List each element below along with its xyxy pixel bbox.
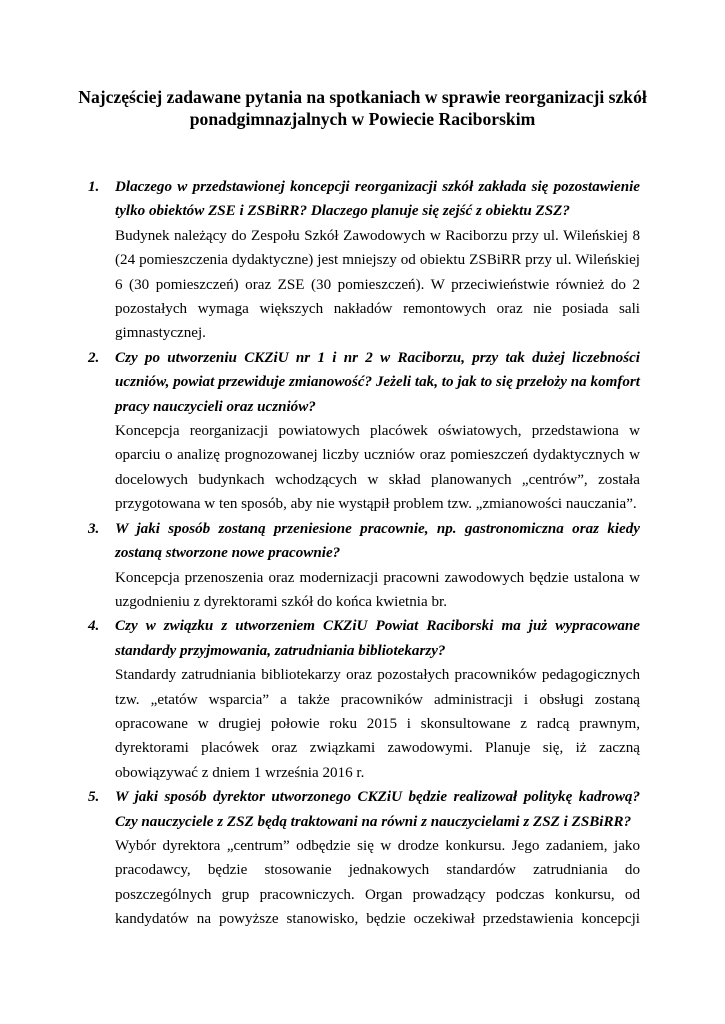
- faq-item-number: 4.: [88, 618, 100, 635]
- faq-answer: Koncepcja przenoszenia oraz modernizacji pracowni zawodowych będzie ustalona w uzgodnieniu z dyrektorami szkół do końca kwietnia br.: [115, 569, 640, 610]
- faq-item-number: 5.: [88, 789, 100, 806]
- faq-item-number: 2.: [88, 349, 100, 366]
- faq-answer: Wybór dyrektora „centrum” odbędzie się w drodze konkursu. Jego zadaniem, jako pracodawcy, będzie stosowanie jednakowych standardów zatrudniania do poszczególnych grup pracowniczych. Organ prowadzący podczas konkursu, od kandydatów na powyższe stanowisko, będzie oczekiwał przedstawienia koncepcji: [115, 837, 640, 928]
- faq-item-3: [88, 517, 640, 615]
- document-title: [60, 86, 665, 130]
- faq-answer: Budynek należący do Zespołu Szkół Zawodowych w Raciborzu przy ul. Wileńskiej 8 (24 pomieszczenia dydaktyczne) jest mniejszy od obiektu ZSBiRR przy ul. Wileńskiej 6 (30 pomieszczeń) oraz ZSE (30 pomieszczeń). W przeciwieństwie również do 2 pozostałych wymaga większych nakładów remontowych oraz nie posiada sali gimnastycznej.: [115, 227, 640, 342]
- faq-item-number: 3.: [88, 520, 100, 537]
- faq-item-5: [88, 785, 640, 931]
- faq-item-2: [88, 346, 640, 517]
- faq-question: Czy w związku z utworzeniem CKZiU Powiat Raciborski ma już wypracowane standardy przyjmowania, zatrudniania bibliotekarzy?: [115, 618, 640, 659]
- document-title-line-1: Najczęściej zadawane pytania na spotkaniach w sprawie reorganizacji szkół: [78, 87, 647, 107]
- faq-item-4: [88, 614, 640, 785]
- faq-list: [88, 175, 640, 932]
- faq-question: Czy po utworzeniu CKZiU nr 1 i nr 2 w Raciborzu, przy tak dużej liczebności uczniów, powiat przewiduje zmianowość? Jeżeli tak, to jak to się przełoży na komfort pracy nauczycieli oraz uczniów?: [115, 349, 640, 415]
- faq-item-number: 1.: [88, 179, 100, 195]
- faq-question: W jaki sposób zostaną przeniesione pracownie, np. gastronomiczna oraz kiedy zostaną stworzone nowe pracownie?: [115, 520, 640, 562]
- faq-answer: Koncepcja reorganizacji powiatowych placówek oświatowych, przedstawiona w oparciu o analizę prognozowanej liczby uczniów oraz pomieszczeń dydaktycznych w docelowych budynkach wchodzących w skład planowanych „centrów”, została przygotowana w ten sposób, aby nie wystąpił problem tzw. „zmianowości nauczania”.: [115, 423, 640, 513]
- faq-answer: Standardy zatrudniania bibliotekarzy oraz pozostałych pracowników pedagogicznych tzw. „etatów wsparcia” a także pracowników administracji i obsługi zostaną opracowane w drugiej połowie roku 2015 i skonsultowane z radcą prawnym, dyrektorami placówek oraz związkami zawodowymi. Planuje się, iż zaczną obowiązywać z dniem 1 września 2016 r.: [115, 667, 640, 781]
- faq-question: Dlaczego w przedstawionej koncepcji reorganizacji szkół zakłada się pozostawienie tylko obiektów ZSE i ZSBiRR? Dlaczego planuje się zejść z obiektu ZSZ?: [115, 179, 640, 220]
- faq-item-1: [88, 175, 640, 346]
- document-title-line-2: ponadgimnazjalnych w Powiecie Raciborskim: [189, 109, 536, 129]
- faq-question: W jaki sposób dyrektor utworzonego CKZiU będzie realizował politykę kadrową? Czy nauczyciele z ZSZ będą traktowani na równi z nauczycielami z ZSZ i ZSBiRR?: [115, 789, 640, 830]
